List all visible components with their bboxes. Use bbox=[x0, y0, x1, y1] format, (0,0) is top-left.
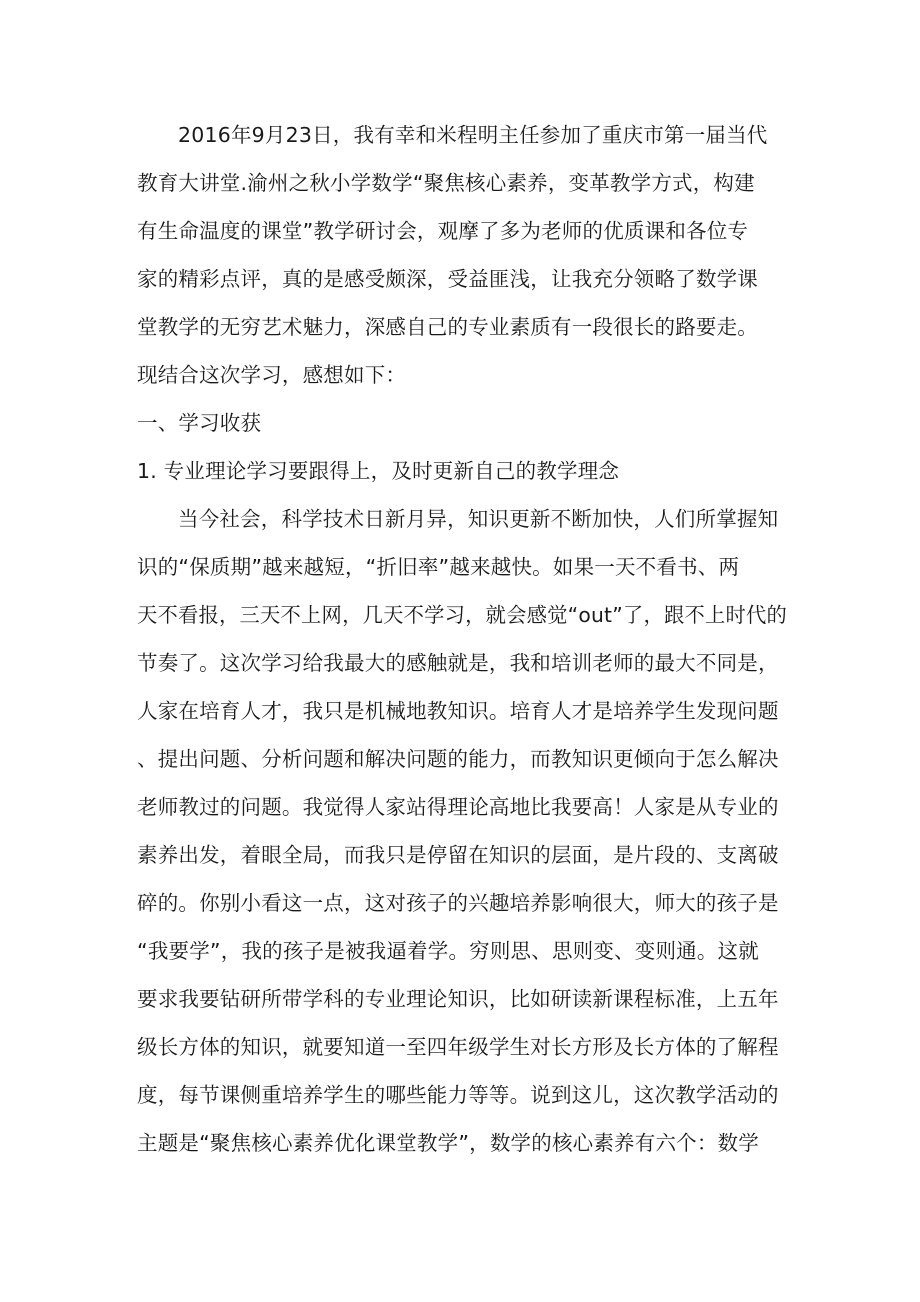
text-line bbox=[137, 982, 787, 1030]
text-line bbox=[137, 934, 787, 982]
text-line-content: 有生命温度的课堂”教学研讨会，观摩了多为老师的优质课和各位专 bbox=[137, 219, 749, 243]
text-line bbox=[137, 502, 787, 550]
text-line-content: 一、学习收获 bbox=[137, 411, 262, 435]
text-line bbox=[137, 166, 787, 214]
text-line-content: 识的“保质期”越来越短，“折旧率”越来越快。如果一天不看书、两 bbox=[137, 555, 740, 579]
text-line bbox=[137, 1030, 787, 1078]
text-line-content: 碎的。你别小看这一点，这对孩子的兴趣培养影响很大，师大的孩子是 bbox=[137, 891, 779, 915]
text-line bbox=[137, 358, 787, 406]
text-line-content: 主题是“聚焦核心素养优化课堂教学”，数学的核心素养有六个：数学 bbox=[137, 1131, 759, 1155]
text-line-content: 要求我要钻研所带学科的专业理论知识，比如研读新课程标准，上五年 bbox=[137, 987, 779, 1011]
text-line bbox=[137, 406, 787, 454]
text-line-content: 人家在培育人才，我只是机械地教知识。培育人才是培养学生发现问题 bbox=[137, 699, 779, 723]
text-line bbox=[137, 646, 787, 694]
text-line-content: 现结合这次学习，感想如下： bbox=[137, 363, 407, 387]
document-body bbox=[137, 118, 787, 1174]
text-line bbox=[137, 550, 787, 598]
text-line bbox=[137, 1078, 787, 1126]
text-line-content: 1. 专业理论学习要跟得上，及时更新自己的教学理念 bbox=[137, 459, 620, 483]
text-line-content: 堂教学的无穷艺术魅力，深感自己的专业素质有一段很长的路要走。 bbox=[137, 315, 758, 339]
text-line-content: 、提出问题、分析问题和解决问题的能力，而教知识更倾向于怎么解决 bbox=[137, 747, 779, 771]
text-line bbox=[137, 790, 787, 838]
text-line-content: 天不看报，三天不上网，几天不学习，就会感觉“out”了，跟不上时代的 bbox=[137, 603, 787, 627]
text-line-content: “我要学”，我的孩子是被我逼着学。穷则思、思则变、变则通。这就 bbox=[137, 939, 759, 963]
text-line-content: 教育大讲堂.渝州之秋小学数学“聚焦核心素养，变革教学方式，构建 bbox=[137, 171, 755, 195]
text-line bbox=[137, 262, 787, 310]
text-line-content: 当今社会，科学技术日新月异，知识更新不断加快，人们所掌握知 bbox=[178, 507, 779, 531]
text-line bbox=[137, 310, 787, 358]
text-line-content: 2016年9月23日，我有幸和米程明主任参加了重庆市第一届当代 bbox=[178, 123, 768, 147]
text-line-content: 级长方体的知识，就要知道一至四年级学生对长方形及长方体的了解程 bbox=[137, 1035, 779, 1059]
text-line bbox=[137, 454, 787, 502]
text-line-content: 度，每节课侧重培养学生的哪些能力等等。说到这儿，这次教学活动的 bbox=[137, 1083, 779, 1107]
text-line bbox=[137, 886, 787, 934]
text-line-content: 素养出发，着眼全局，而我只是停留在知识的层面，是片段的、支离破 bbox=[137, 843, 779, 867]
text-line bbox=[137, 694, 787, 742]
text-line bbox=[137, 214, 787, 262]
text-line-content: 家的精彩点评，真的是感受颇深，受益匪浅，让我充分领略了数学课 bbox=[137, 267, 758, 291]
text-line bbox=[137, 1126, 787, 1174]
text-line bbox=[137, 838, 787, 886]
text-line-content: 老师教过的问题。我觉得人家站得理论高地比我要高！人家是从专业的 bbox=[137, 795, 779, 819]
text-line bbox=[137, 742, 787, 790]
text-line-content: 节奏了。这次学习给我最大的感触就是，我和培训老师的最大不同是， bbox=[137, 651, 779, 675]
text-line bbox=[137, 118, 787, 166]
text-line bbox=[137, 598, 787, 646]
